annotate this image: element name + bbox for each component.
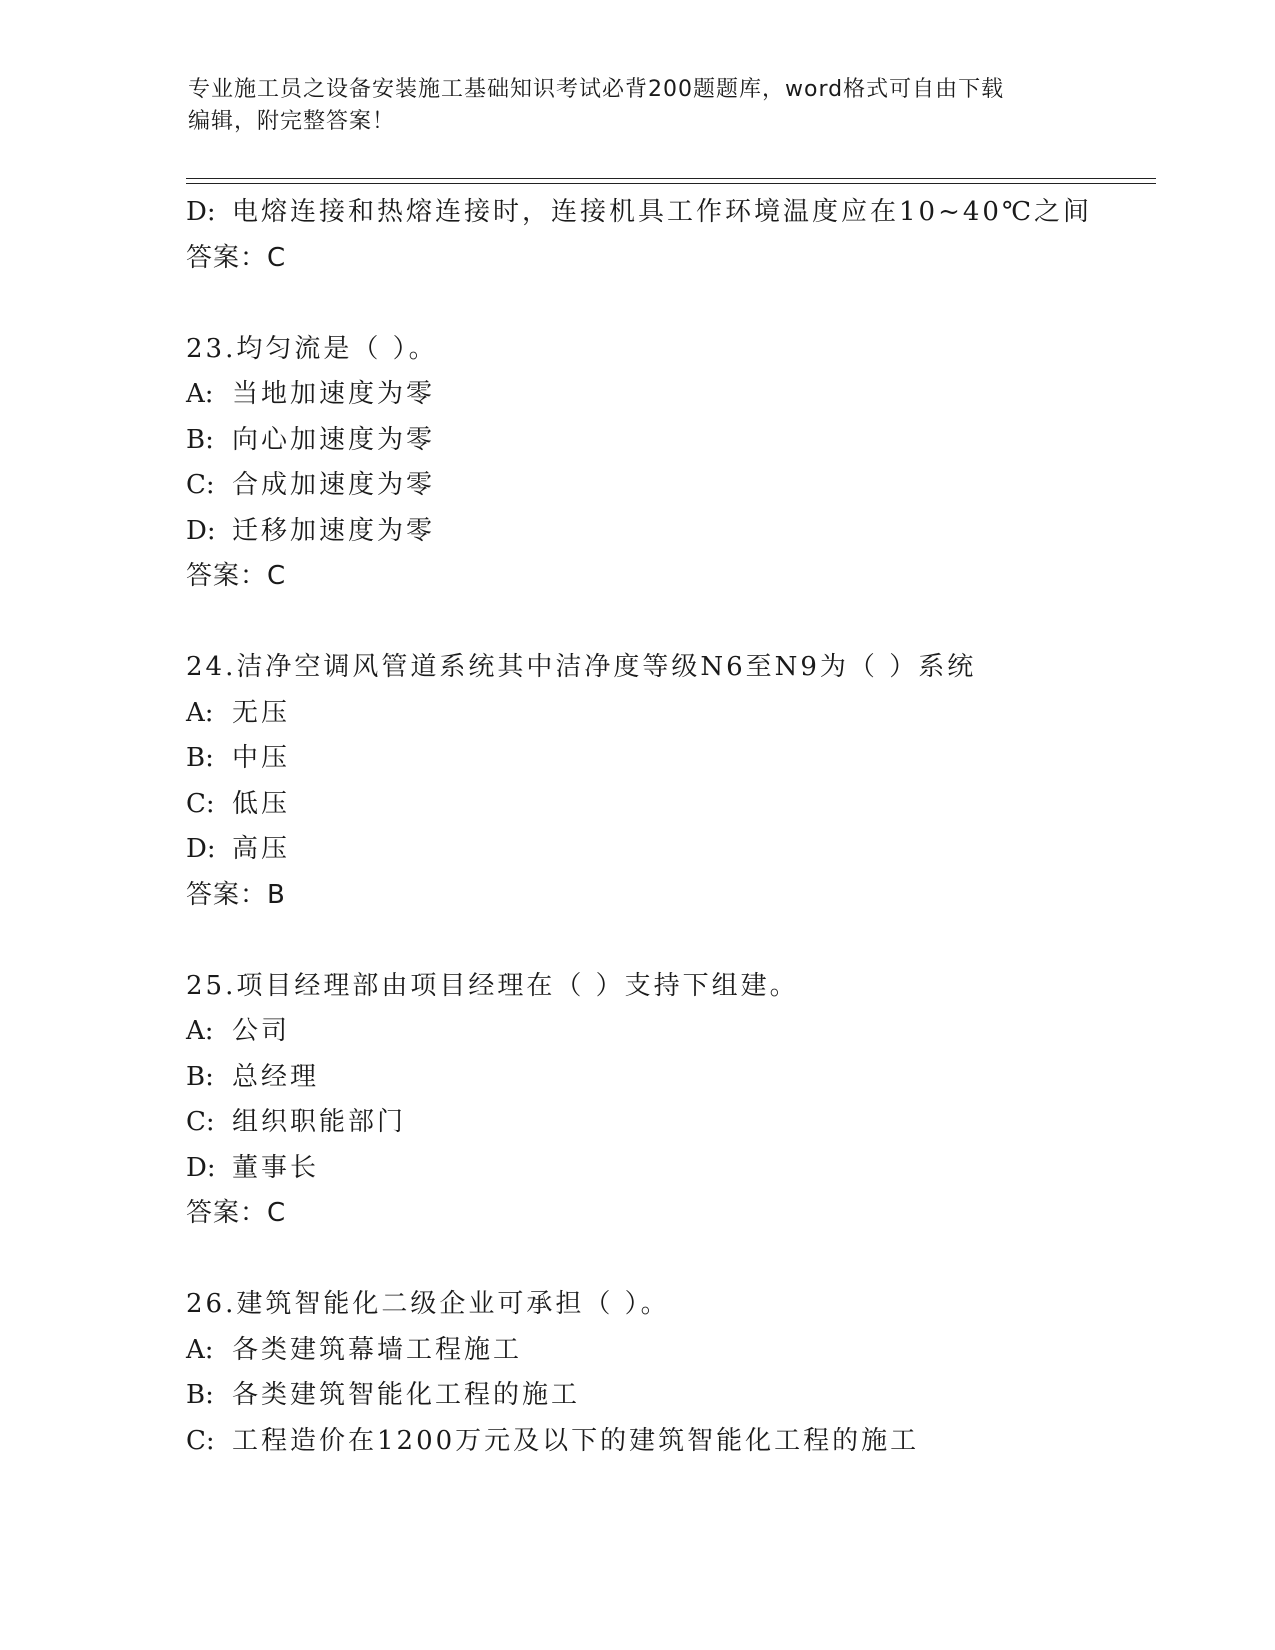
option-b xyxy=(186,1373,1146,1419)
answer-line: 答案：C xyxy=(186,1198,287,1228)
spacer xyxy=(186,1237,1146,1283)
question-list xyxy=(186,190,1146,1464)
answer-line: 答案：B xyxy=(186,879,286,910)
question-stem: 24.洁净空调风管道系统其中洁净度等级N6至N9为（ ）系统 xyxy=(186,652,977,682)
option-a xyxy=(186,1009,1146,1055)
header-divider-bottom xyxy=(186,183,1156,184)
option-text: 无压 xyxy=(232,697,291,728)
option-letter: B: xyxy=(186,1380,214,1410)
option-letter: B: xyxy=(186,1061,214,1092)
option-letter: C: xyxy=(186,1107,215,1137)
spacer xyxy=(186,918,1146,964)
option-text: 向心加速度为零 xyxy=(232,424,436,455)
option-letter: A: xyxy=(186,1334,214,1365)
option-text: 董事长 xyxy=(232,1152,320,1183)
option-text: 电熔连接和热熔连接时，连接机具工作环境温度应在10~40℃之间 xyxy=(232,197,1093,227)
option-text: 高压 xyxy=(232,834,291,864)
option-letter: A: xyxy=(186,697,214,728)
spacer xyxy=(186,281,1146,327)
option-text: 总经理 xyxy=(232,1061,320,1092)
option-text: 低压 xyxy=(232,788,291,819)
option-text: 合成加速度为零 xyxy=(232,470,436,500)
option-a xyxy=(186,1328,1146,1374)
option-text: 当地加速度为零 xyxy=(232,379,436,409)
option-letter: B: xyxy=(186,743,214,773)
option-b xyxy=(186,1055,1146,1101)
answer-line: 答案：C xyxy=(186,242,287,273)
question-stem: 26.建筑智能化二级企业可承担（ ）。 xyxy=(186,1289,670,1319)
answer-line: 答案：C xyxy=(186,561,287,591)
option-c xyxy=(186,1100,1146,1146)
option-a xyxy=(186,691,1146,737)
spacer xyxy=(186,600,1146,646)
option-b xyxy=(186,736,1146,782)
option-c xyxy=(186,782,1146,828)
option-letter: C: xyxy=(186,470,215,500)
option-text: 中压 xyxy=(232,743,291,773)
option-b xyxy=(186,418,1146,464)
option-d xyxy=(186,190,1146,236)
option-c xyxy=(186,1419,1146,1465)
header-line-2: 编辑，附完整答案！ xyxy=(188,109,396,134)
question-stem: 23.均匀流是（ ）。 xyxy=(186,333,438,364)
option-text: 工程造价在1200万元及以下的建筑智能化工程的施工 xyxy=(232,1425,920,1456)
document-header xyxy=(188,74,1068,138)
option-c xyxy=(186,463,1146,509)
option-d xyxy=(186,509,1146,555)
option-letter: A: xyxy=(186,379,214,409)
option-letter: A: xyxy=(186,1016,214,1046)
option-letter: D: xyxy=(186,197,216,227)
option-text: 各类建筑智能化工程的施工 xyxy=(232,1380,581,1410)
option-letter: B: xyxy=(186,424,214,455)
option-text: 迁移加速度为零 xyxy=(232,515,436,546)
option-text: 组织职能部门 xyxy=(232,1107,407,1137)
question-stem: 25.项目经理部由项目经理在（ ）支持下组建。 xyxy=(186,970,799,1001)
header-line-1: 专业施工员之设备安装施工基础知识考试必背200题题库，word格式可自由下载 xyxy=(188,77,1005,102)
option-letter: D: xyxy=(186,1152,216,1183)
option-d xyxy=(186,1146,1146,1192)
header-divider-top xyxy=(186,178,1156,179)
option-a xyxy=(186,372,1146,418)
option-letter: C: xyxy=(186,1425,215,1456)
option-letter: D: xyxy=(186,834,216,864)
option-d xyxy=(186,827,1146,873)
option-text: 公司 xyxy=(232,1016,291,1046)
option-letter: D: xyxy=(186,515,216,546)
option-letter: C: xyxy=(186,788,215,819)
option-text: 各类建筑幕墙工程施工 xyxy=(232,1334,523,1365)
